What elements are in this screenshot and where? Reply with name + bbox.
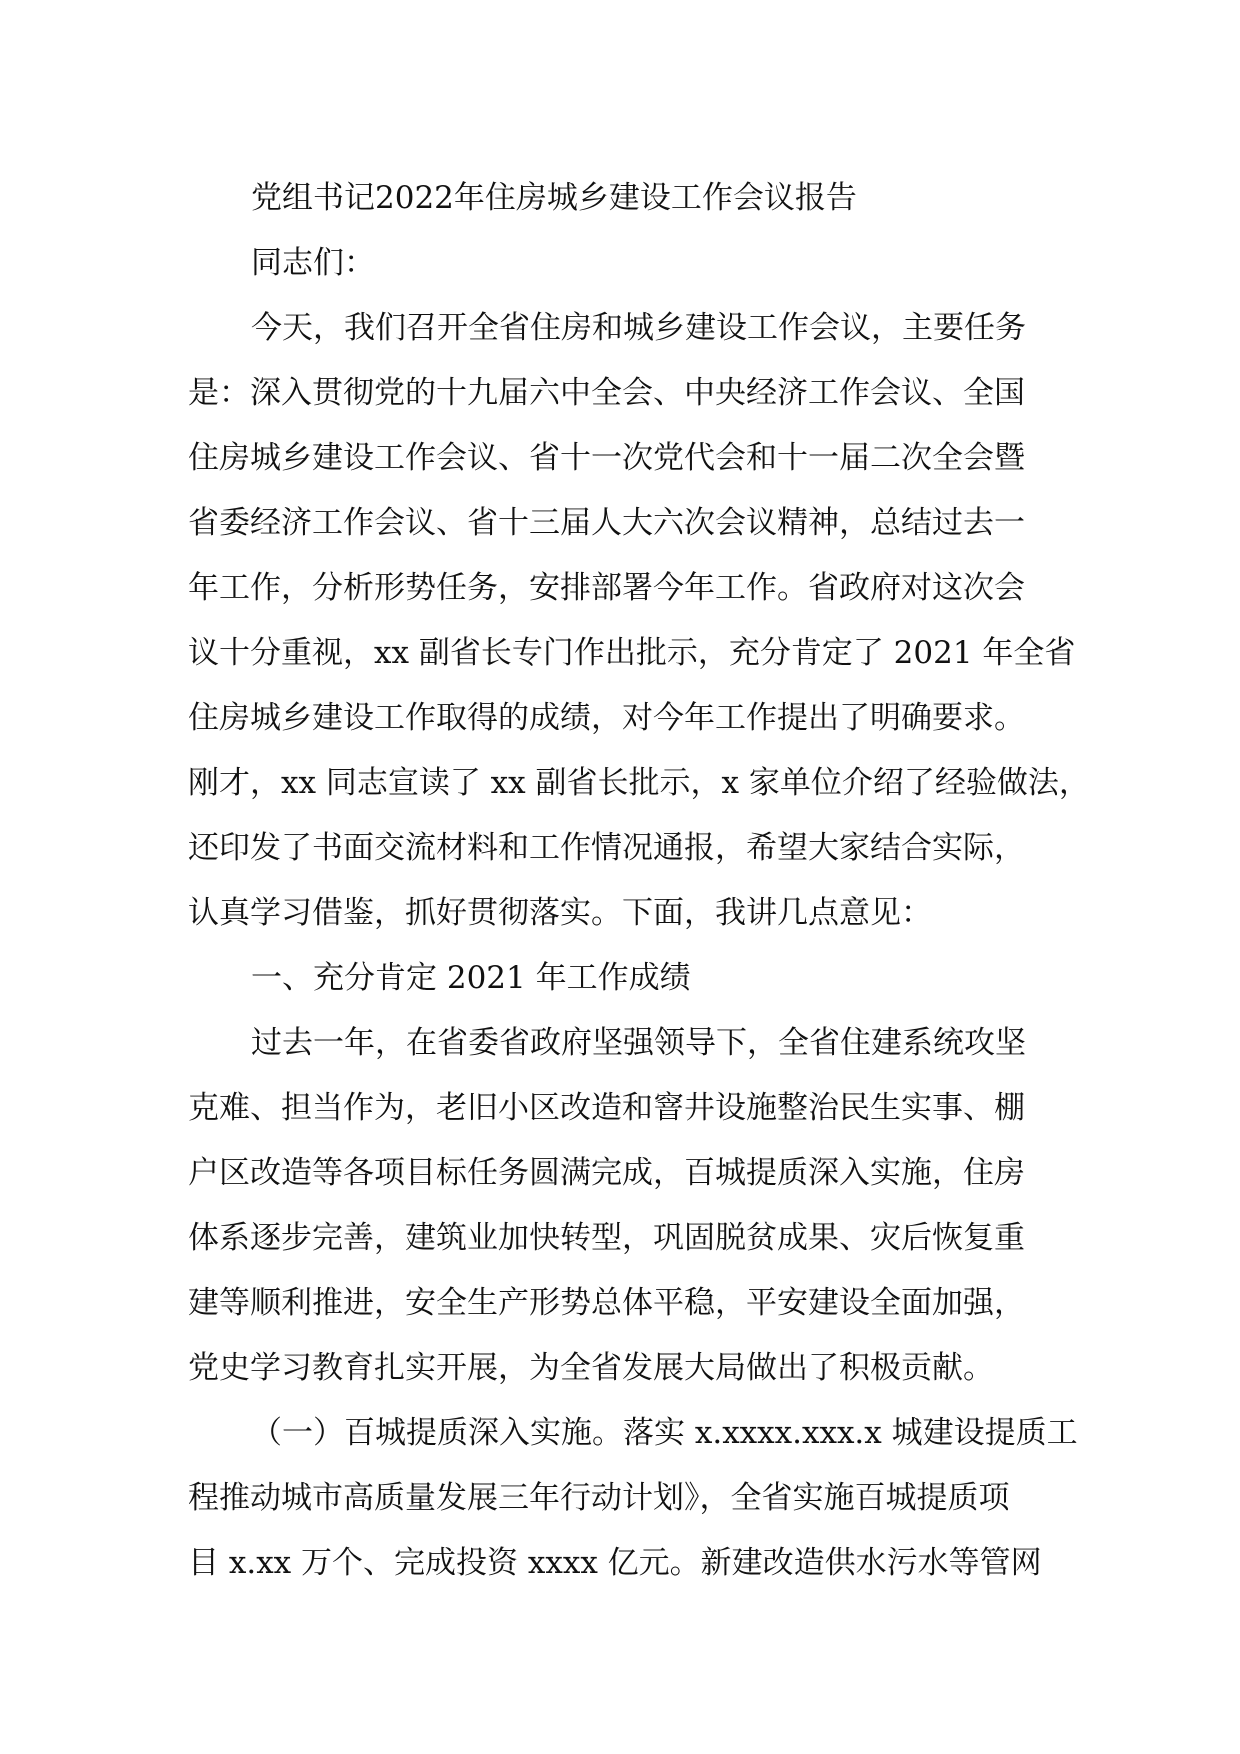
text-line: 户区改造等各项目标任务圆满完成，百城提质深入实施，住房 — [188, 1155, 1025, 1191]
text-line: 年工作，分析形势任务，安排部署今年工作。省政府对这次会 — [188, 570, 1025, 606]
paragraph-city-quality — [188, 1401, 1078, 1596]
text-line: 刚才，xx 同志宣读了 xx 副省长批示，x 家单位介绍了经验做法， — [188, 765, 1090, 801]
text-line: 克难、担当作为，老旧小区改造和窨井设施整治民生实事、棚 — [188, 1090, 1025, 1126]
text-line: 还印发了书面交流材料和工作情况通报，希望大家结合实际， — [188, 830, 1025, 866]
text-line: 住房城乡建设工作取得的成绩，对今年工作提出了明确要求。 — [188, 700, 1025, 736]
section-heading: 一、充分肯定 2021 年工作成绩 — [251, 960, 691, 996]
paragraph-achievements — [188, 1011, 1058, 1401]
text-line: 今天，我们召开全省住房和城乡建设工作会议，主要任务 — [251, 310, 1026, 346]
text-line: 程推动城市高质量发展三年行动计划》，全省实施百城提质项 — [188, 1480, 1010, 1516]
text-line: 是：深入贯彻党的十九届六中全会、中央经济工作会议、全国 — [188, 375, 1025, 411]
document-body — [188, 166, 1090, 1596]
text-line: 议十分重视，xx 副省长专门作出批示，充分肯定了 2021 年全省 — [188, 635, 1076, 671]
salutation: 同志们： — [251, 245, 375, 281]
text-line: （一）百城提质深入实施。落实 x.xxxx.xxx.x 城建设提质工 — [251, 1415, 1078, 1451]
text-line: 认真学习借鉴，抓好贯彻落实。下面，我讲几点意见： — [188, 895, 932, 931]
text-line: 党史学习教育扎实开展，为全省发展大局做出了积极贡献。 — [188, 1350, 994, 1386]
text-line: 住房城乡建设工作会议、省十一次党代会和十一届二次全会暨 — [188, 440, 1025, 476]
text-line: 体系逐步完善，建筑业加快转型，巩固脱贫成果、灾后恢复重 — [188, 1220, 1025, 1256]
paragraph-opening — [188, 296, 1090, 946]
text-line: 目 x.xx 万个、完成投资 xxxx 亿元。新建改造供水污水等管网 — [188, 1545, 1042, 1581]
document-title: 党组书记2022年住房城乡建设工作会议报告 — [251, 180, 857, 216]
text-line: 建等顺利推进，安全生产形势总体平稳，平安建设全面加强， — [188, 1285, 1025, 1321]
text-line: 过去一年，在省委省政府坚强领导下，全省住建系统攻坚 — [251, 1025, 1026, 1061]
text-line: 省委经济工作会议、省十三届人大六次会议精神，总结过去一 — [188, 505, 1025, 541]
